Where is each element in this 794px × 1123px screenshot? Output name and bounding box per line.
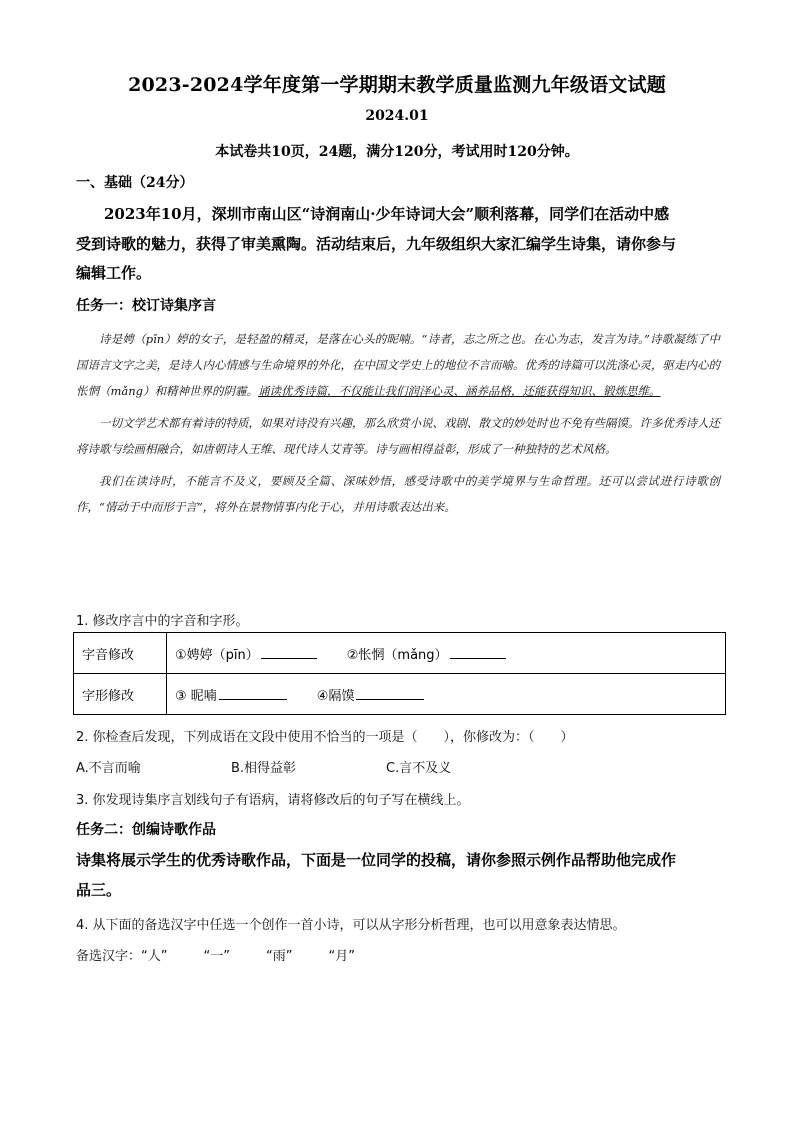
item-2: ②怅惘（mǎng） <box>346 647 448 663</box>
question-4: 4. 从下面的备选汉字中任选一个创作一首小诗，可以从字形分析哲理，也可以用意象表达情思。 <box>76 918 626 933</box>
answer-blank-4[interactable] <box>356 687 424 700</box>
preface-paragraph-3: 我们在读诗时，不能言不及义，要顾及全篇、深味妙悟，感受诗歌中的美学境界与生命哲理。还可以尝试进行诗歌创作，“情动于中而形于言”，将外在景物情事内化于心，并用诗歌表达出来。 <box>76 474 720 514</box>
row-label: 字音修改 <box>74 633 167 674</box>
preface-p1-text: 诗是娉（pīn）婷的女子，是轻盈的精灵，是落在心头的昵喃。“诗者，志之所之也。在心为志，发言为诗。”诗歌凝练了中国语言文字之美，是诗人内心情感与生命境界的外化，在中国文学史上的地位不言而喻。优秀的诗篇可以洗涤心灵，驱走内心的怅惘（mǎng）和精神世界的阴霾。 <box>76 332 720 398</box>
row-label: 字形修改 <box>74 674 167 715</box>
exam-info: 本试卷共10页，24题，满分120分，考试用时120分钟。 <box>215 144 579 160</box>
candidate-label: 备选汉字： <box>76 949 142 964</box>
preface-text <box>76 326 720 526</box>
section-heading: 一、基础（24分） <box>76 175 194 191</box>
row-items <box>167 633 726 674</box>
task1-heading: 任务一：校订诗集序言 <box>76 298 216 314</box>
intro-line-1: 2023年10月，深圳市南山区“诗润南山·少年诗词大会”顺利落幕，同学们在活动中感 <box>104 205 670 223</box>
item-3: ③ 昵喃 <box>175 688 217 704</box>
preface-paragraph-2: 一切文学艺术都有着诗的特质，如果对诗没有兴趣，那么欣赏小说、戏剧、散文的妙处时也不免有些隔馍。许多优秀诗人还将诗歌与绘画相融合，如唐朝诗人王维、现代诗人艾青等。诗与画相得益彰，形成了一种独特的艺术风格。 <box>76 416 720 456</box>
candidate-char-4: “月” <box>328 949 355 964</box>
option-a[interactable]: A.不言而喻 <box>76 761 141 776</box>
row-items <box>167 674 726 715</box>
table-row <box>74 633 726 674</box>
intro-line-3: 编辑工作。 <box>76 264 152 282</box>
intro-line-2: 受到诗歌的魅力，获得了审美熏陶。活动结束后，九年级组织大家汇编学生诗集，请你参与 <box>76 235 677 253</box>
candidate-char-1: “人” <box>141 949 168 964</box>
answer-blank-2[interactable] <box>450 646 506 659</box>
task2-heading: 任务二：创编诗歌作品 <box>76 822 216 838</box>
item-4: ④隔馍 <box>316 688 355 704</box>
option-c[interactable]: C.言不及义 <box>386 761 452 776</box>
question-3: 3. 你发现诗集序言划线句子有语病，请将修改后的句子写在横线上。 <box>76 793 470 808</box>
preface-paragraph-1 <box>76 326 720 404</box>
underlined-sentence: 诵读优秀诗篇，不仅能让我们润泽心灵、涵养品格，还能获得知识、锻炼思维。 <box>258 384 661 398</box>
question-2-options <box>76 757 541 776</box>
exam-date: 2024.01 <box>365 108 429 124</box>
correction-table <box>73 632 726 715</box>
question-2: 2. 你检查后发现，下列成语在文段中使用不恰当的一项是（ ），你修改为：（ ） <box>76 730 574 745</box>
candidate-char-3: “雨” <box>265 949 293 964</box>
item-1: ①娉婷（pīn） <box>175 647 259 663</box>
answer-blank-3[interactable] <box>219 687 287 700</box>
question-1: 1. 修改序言中的字音和字形。 <box>76 614 249 629</box>
candidate-char-2: “一” <box>203 949 230 964</box>
task2-intro-line-2: 品三。 <box>76 881 122 899</box>
page-title: 2023-2024学年度第一学期期末教学质量监测九年级语文试题 <box>128 74 666 96</box>
answer-blank-1[interactable] <box>261 646 317 659</box>
task2-intro-line-1: 诗集将展示学生的优秀诗歌作品，下面是一位同学的投稿，请你参照示例作品帮助他完成作 <box>76 851 677 869</box>
candidate-characters <box>76 945 355 964</box>
option-b[interactable]: B.相得益彰 <box>231 761 297 776</box>
table-row <box>74 674 726 715</box>
